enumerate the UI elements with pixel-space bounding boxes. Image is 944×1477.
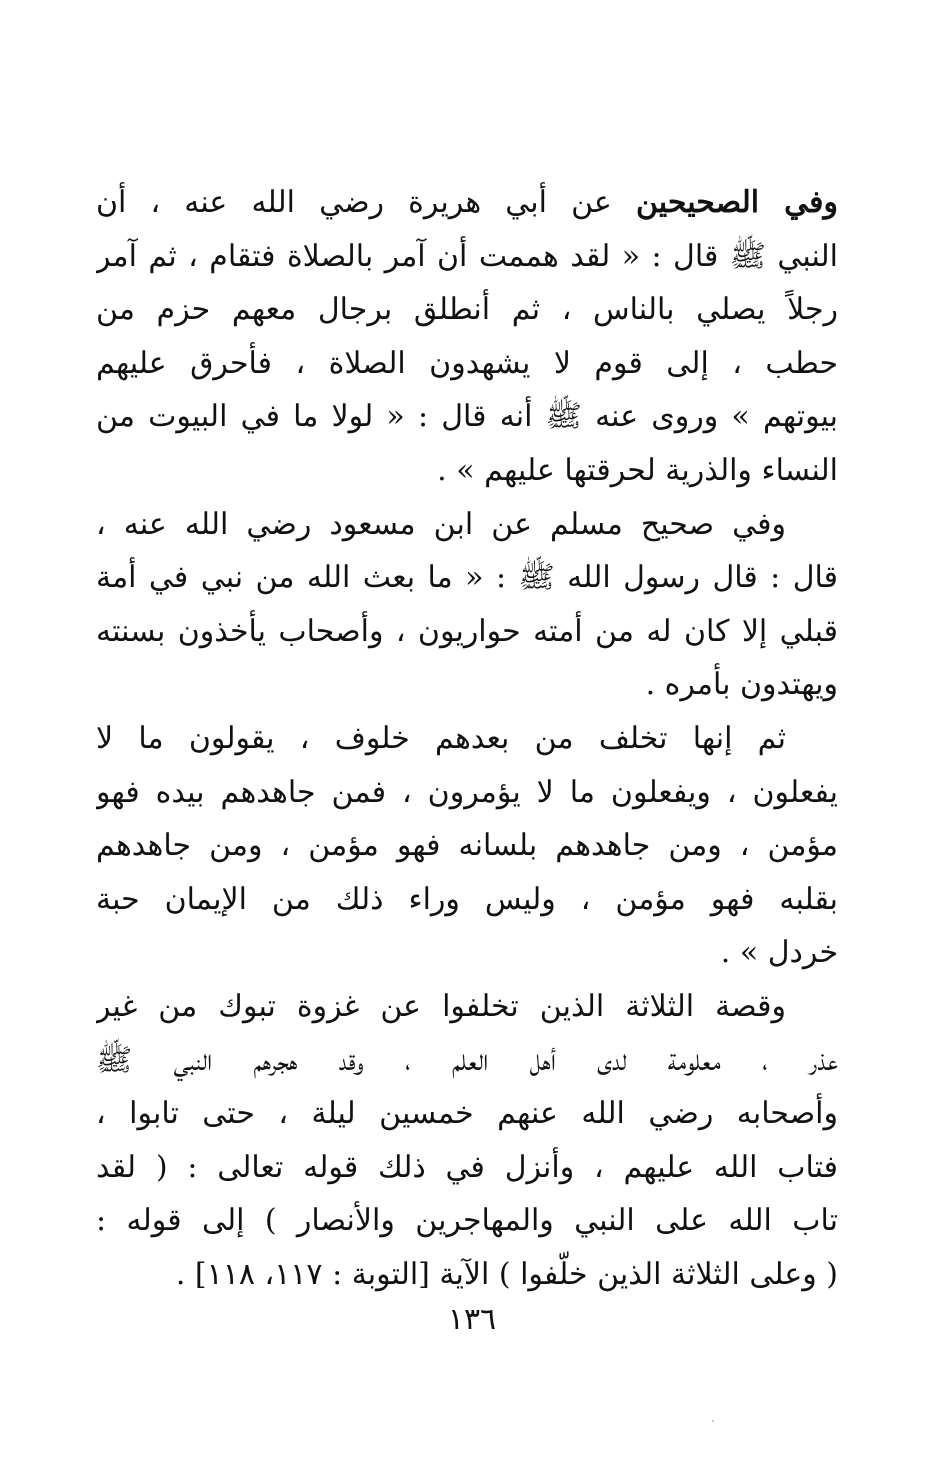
text-line: ( وعلى الثلاثة الذين خلّفوا ) الآية [التوبة : ١١٧، ١١٨] .: [175, 1256, 838, 1292]
text-line: تاب الله على النبي والمهاجرين والأنصار ) إلى قوله :: [96, 1203, 838, 1239]
text-line: ويهتدون بأمره .: [645, 667, 838, 703]
page-number: ١٣٦: [447, 1302, 497, 1337]
line-text: عن أبي هريرة رضي الله عنه ، أن: [96, 185, 612, 220]
text-line: [96, 176, 838, 230]
text-line: النبي ﷺ قال : « لقد هممت أن آمر بالصلاة فتقام ، ثم آمر: [96, 238, 838, 274]
text-line: بقلبه فهو مؤمن ، وليس وراء ذلك من الإيمان حبة: [96, 881, 838, 917]
text-line: حطب ، إلى قوم لا يشهدون الصلاة ، فأحرق عليهم: [96, 345, 838, 381]
text-line: عذر ، معلومة لدى أهل العلم ، وقد هجرهم النبي ﷺ: [96, 1042, 838, 1078]
text-line: وأصحابه رضي الله عنهم خمسين ليلة ، حتى تابوا ،: [96, 1096, 838, 1132]
text-line: بيوتهم » وروى عنه ﷺ أنه قال : « لولا ما في البيوت من: [96, 399, 838, 435]
text-line: ثم إنها تخلف من بعدهم خلوف ، يقولون ما لا: [96, 720, 786, 756]
scan-speck: [712, 1420, 714, 1422]
text-line: مؤمن ، ومن جاهدهم بلسانه فهو مؤمن ، ومن جاهدهم: [96, 828, 838, 864]
text-line: وقصة الثلاثة الذين تخلفوا عن غزوة تبوك من غير: [96, 988, 786, 1024]
text-line: قبلي إلا كان له من أمته حواريون ، وأصحاب يأخذون بسنته: [96, 613, 838, 649]
text-line: قال : قال رسول الله ﷺ : « ما بعث الله من نبي في أمة: [96, 560, 838, 596]
text-line: وفي صحيح مسلم عن ابن مسعود رضي الله عنه ،: [96, 506, 786, 542]
text-line: يفعلون ، ويفعلون ما لا يؤمرون ، فمن جاهدهم بيده فهو: [96, 774, 838, 810]
text-line: فتاب الله عليهم ، وأنزل في ذلك قوله تعالى : ( لقد: [96, 1149, 838, 1185]
text-line: خردل » .: [720, 935, 838, 971]
text-line: رجلاً يصلي بالناس ، ثم أنطلق برجال معهم حزم من: [96, 292, 838, 328]
text-line: النساء والذرية لحرقتها عليهم » .: [437, 452, 838, 488]
bold-lead-phrase: وفي الصحيحين: [635, 185, 838, 220]
body-text: [96, 176, 838, 1301]
